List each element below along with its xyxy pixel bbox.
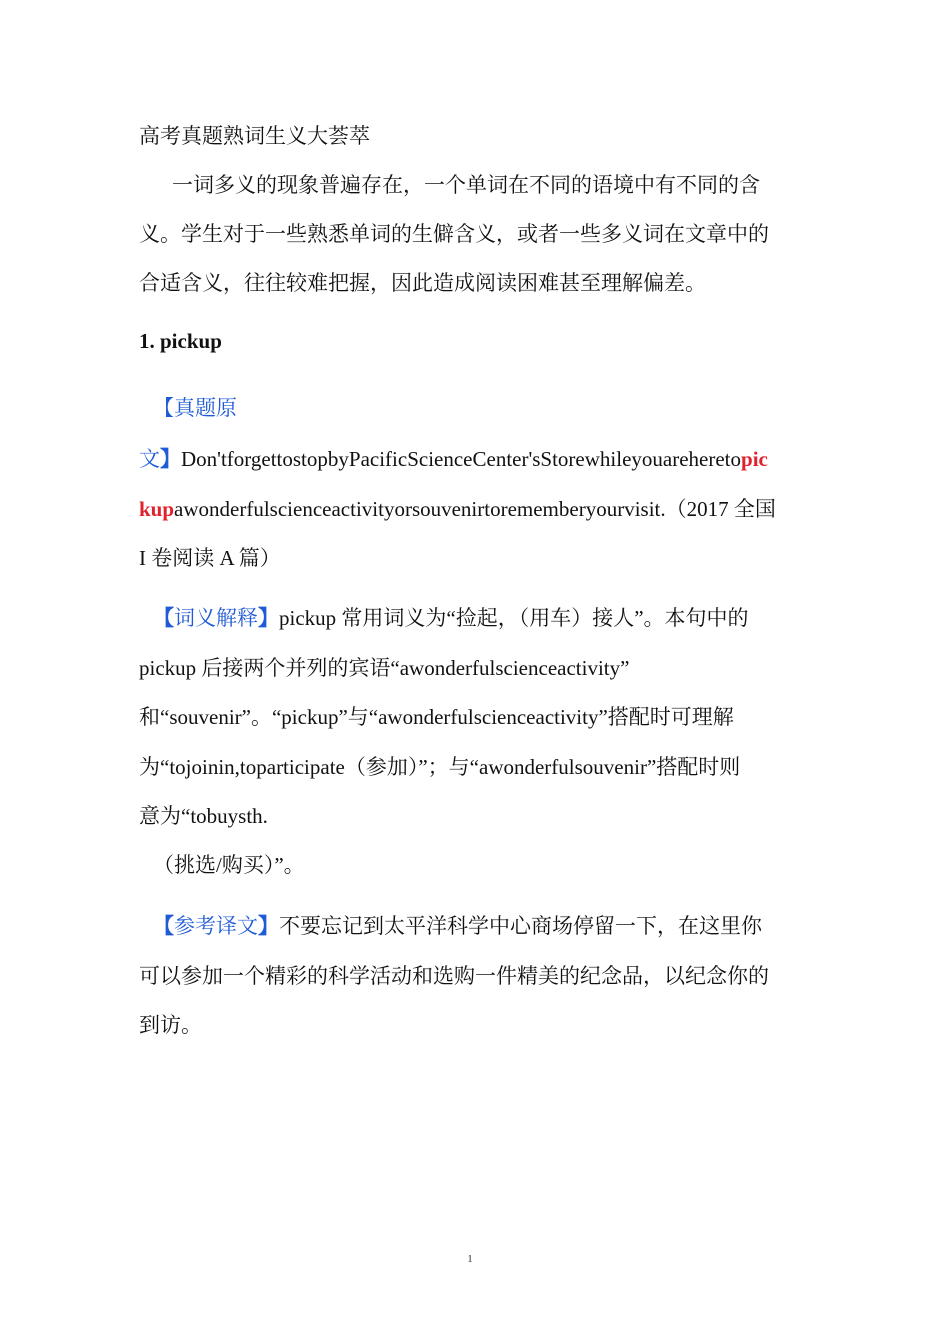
meaning-line-2: pickup 后接两个并列的宾语“awonderfulscienceactivity” [139, 656, 630, 680]
page-number: 1 [467, 1253, 473, 1265]
meaning-line-3: 和“souvenir”。“pickup”与“awonderfulscienceactivity”搭配时可理解 [139, 705, 734, 729]
translation-line-2: 可以参加一个精彩的科学活动和选购一件精美的纪念品，以纪念你的 [139, 964, 769, 988]
meaning-line-5: 意为“tobuysth. [139, 804, 268, 828]
original-label: 【真题原 [153, 396, 237, 420]
highlight-word-part2: kup [139, 497, 175, 521]
original-text-2: awonderfulscienceactivityorsouvenirtorememberyourvisit.（2017 全国 [174, 497, 776, 521]
highlight-word-part1: pic [741, 447, 768, 471]
meaning-text-1: pickup 常用词义为“捡起，（用车）接人”。本句中的 [279, 606, 749, 630]
meaning-line-1 [153, 606, 749, 630]
original-text-1: Don'tforgettostopbyPacificScienceCenter'sStorewhileyouarehereto [181, 447, 742, 471]
section-heading: 1. pickup [139, 329, 222, 353]
intro-line-3: 合适含义，往往较难把握，因此造成阅读困难甚至理解偏差。 [139, 271, 706, 295]
translation-label: 参考译文 [174, 914, 258, 938]
original-line-2 [139, 497, 776, 521]
intro-line-1: 一词多义的现象普遍存在，一个单词在不同的语境中有不同的含 [172, 173, 760, 197]
meaning-label-close: 】 [258, 606, 279, 630]
translation-line-3: 到访。 [139, 1013, 202, 1037]
original-line-1 [139, 447, 768, 471]
meaning-line-4: 为“tojoinin,toparticipate（参加）”；与“awonderfulsouvenir”搭配时则 [139, 755, 741, 779]
original-label-bracket: 】 [160, 447, 181, 471]
meaning-label-open: 【 [153, 606, 174, 630]
original-label-end: 文 [139, 447, 160, 471]
page-title: 高考真题熟词生义大荟萃 [139, 124, 370, 148]
translation-label-open: 【 [153, 914, 174, 938]
meaning-label: 词义解释 [174, 606, 258, 630]
translation-label-close: 】 [258, 914, 279, 938]
original-line-3: I 卷阅读 A 篇） [139, 546, 281, 570]
translation-text-1: 不要忘记到太平洋科学中心商场停留一下，在这里你 [279, 914, 762, 938]
intro-line-2: 义。学生对于一些熟悉单词的生僻含义，或者一些多义词在文章中的 [139, 222, 769, 246]
translation-line-1 [153, 914, 762, 938]
meaning-line-6: （挑选/购买）”。 [153, 853, 305, 877]
